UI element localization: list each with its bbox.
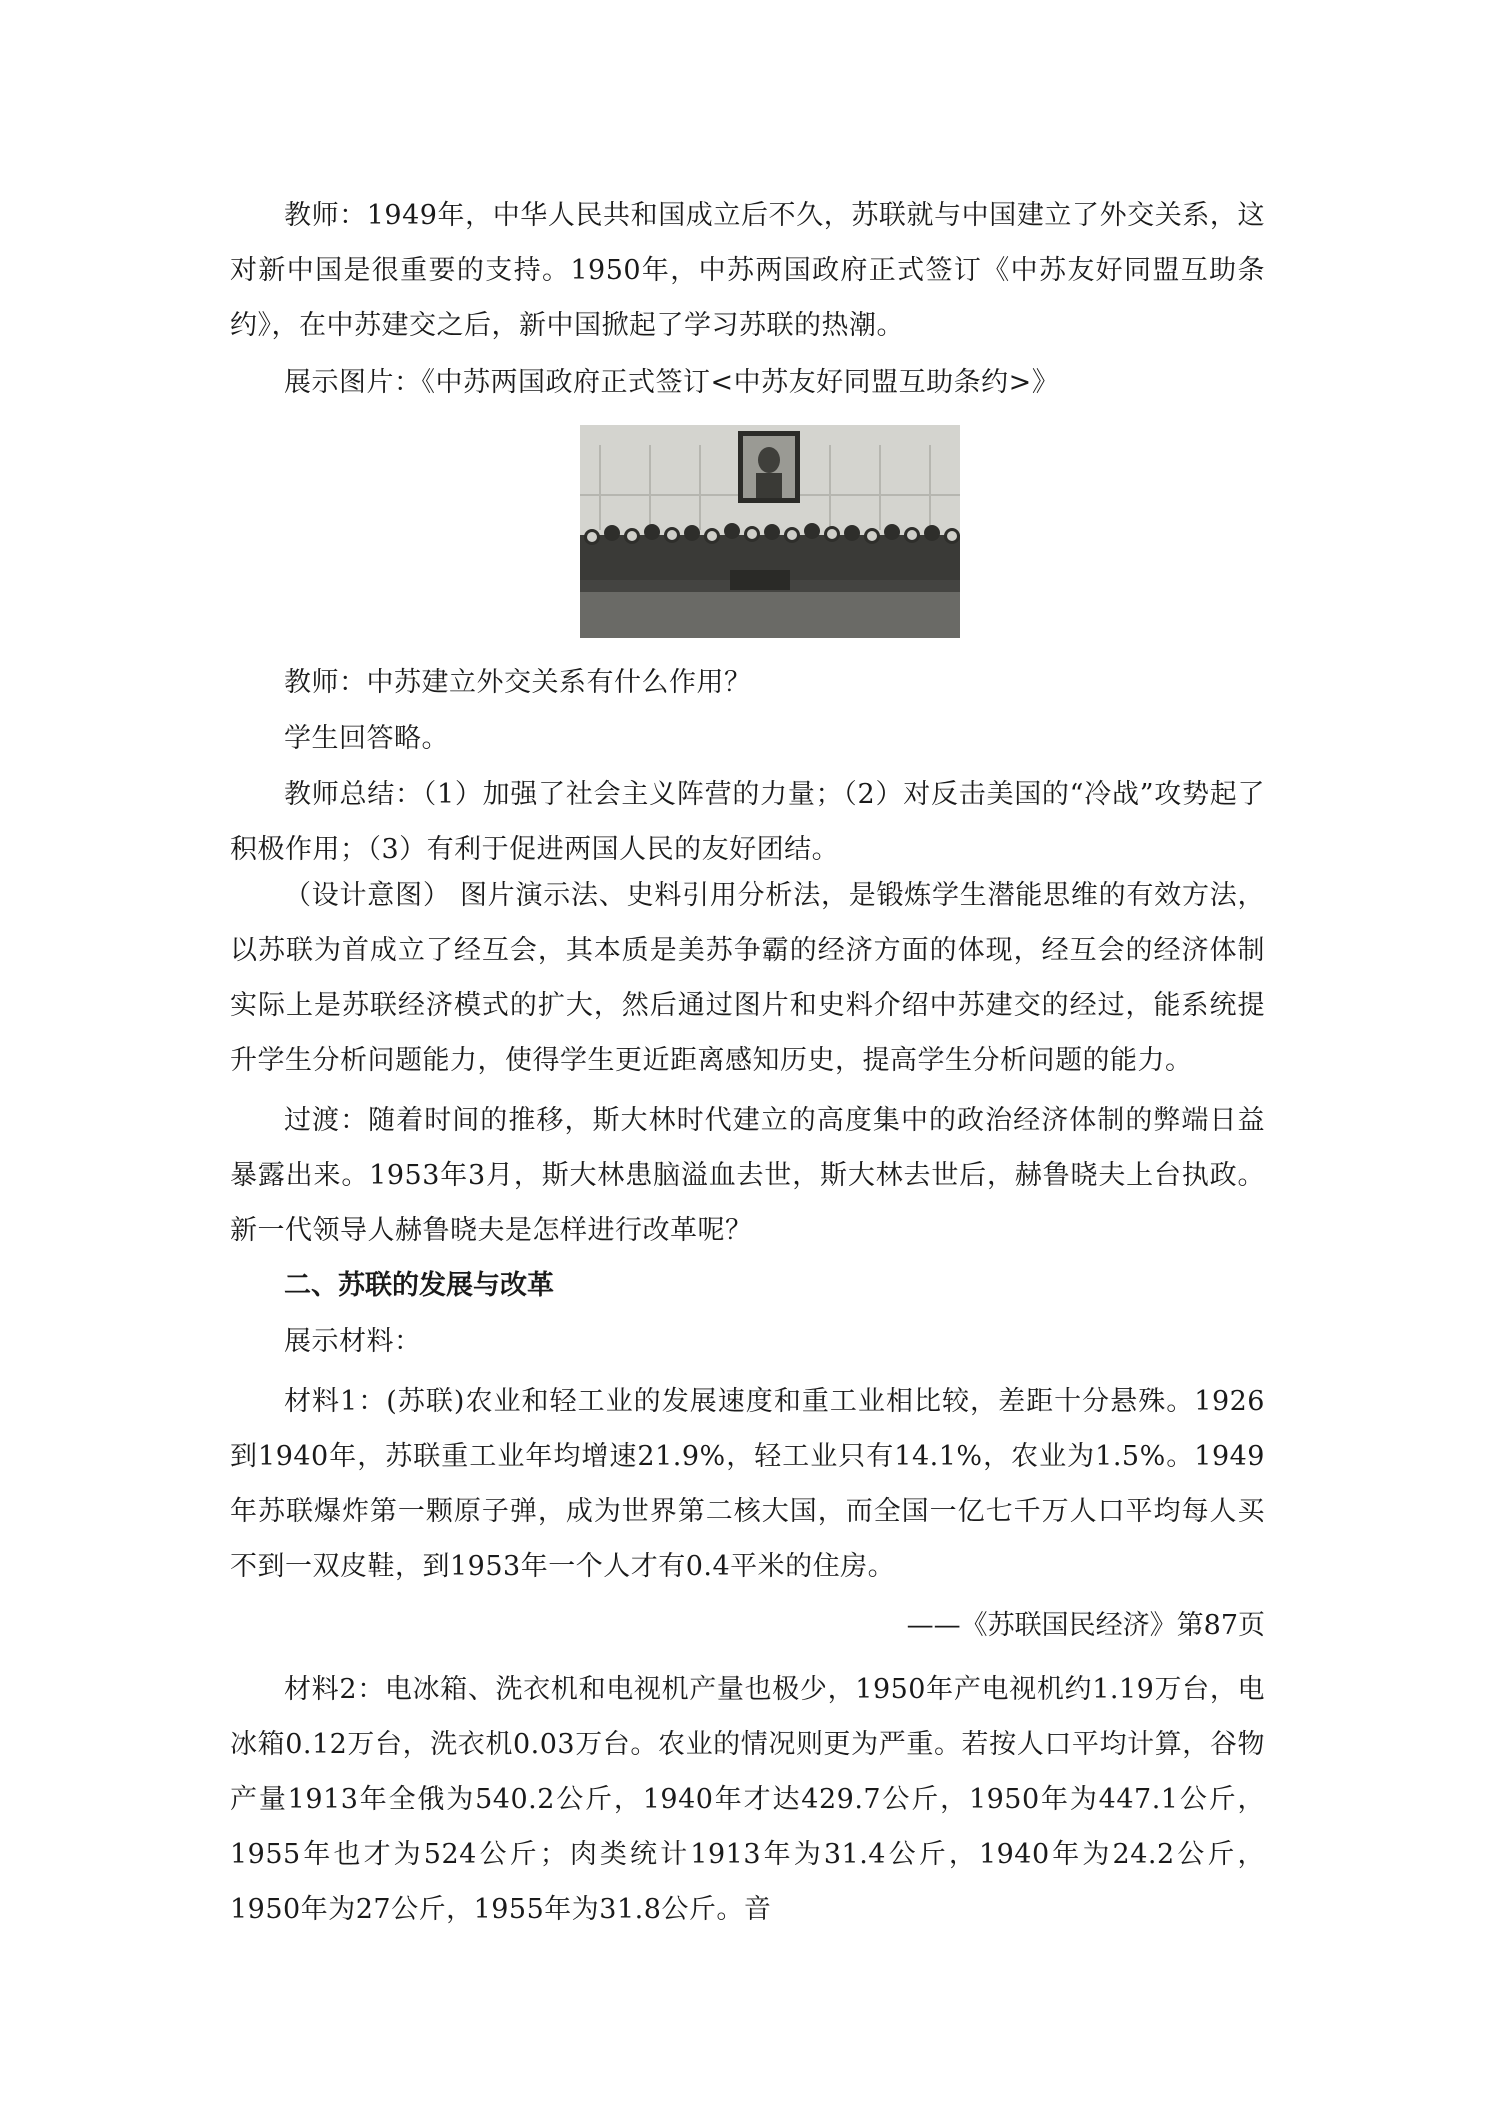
paragraph-student-answer: 学生回答略。	[284, 723, 449, 754]
paragraph-teacher-summary: 教师总结：（1）加强了社会主义阵营的力量；（2）对反击美国的“冷战”攻势起了积极作用；（3）有利于促进两国人民的友好团结。	[230, 779, 1265, 865]
treaty-signing-photo	[580, 425, 960, 638]
paragraph-design-intent: （设计意图） 图片演示法、史料引用分析法，是锻炼学生潜能思维的有效方法，以苏联为首成立了经互会，其本质是美苏争霸的经济方面的体现，经互会的经济体制实际上是苏联经济模式的扩大，然后通过图片和史料介绍中苏建交的经过，能系统提升学生分析问题能力，使得学生更近距离感知历史，提高学生分析问题的能力。	[230, 880, 1265, 1076]
paragraph-material-1: 材料1：(苏联)农业和轻工业的发展速度和重工业相比较，差距十分悬殊。1926到1940年，苏联重工业年均增速21.9%，轻工业只有14.1%，农业为1.5%。1949年苏联爆炸第一颗原子弹，成为世界第二核大国，而全国一亿七千万人口平均每人买不到一双皮鞋，到1953年一个人才有0.4平米的住房。	[230, 1386, 1265, 1582]
section-heading: 二、苏联的发展与改革	[284, 1270, 554, 1301]
paragraph-transition: 过渡：随着时间的推移，斯大林时代建立的高度集中的政治经济体制的弊端日益暴露出来。1953年3月，斯大林患脑溢血去世，斯大林去世后，赫鲁晓夫上台执政。新一代领导人赫鲁晓夫是怎样进行改革呢？	[230, 1105, 1265, 1246]
paragraph-teacher-intro: 教师：1949年，中华人民共和国成立后不久，苏联就与中国建立了外交关系，这对新中国是很重要的支持。1950年，中苏两国政府正式签订《中苏友好同盟互助条约》，在中苏建交之后，新中国掀起了学习苏联的热潮。	[230, 200, 1265, 341]
paragraph-material-2: 材料2：电冰箱、洗衣机和电视机产量也极少，1950年产电视机约1.19万台，电冰箱0.12万台，洗衣机0.03万台。农业的情况则更为严重。若按人口平均计算，谷物产量1913年全俄为540.2公斤，1940年才达429.7公斤，1950年为447.1公斤，1955年也才为524公斤；肉类统计1913年为31.4公斤，1940年为24.2公斤，1950年为27公斤，1955年为31.8公斤。音	[230, 1674, 1265, 1925]
material-1-source: ——《苏联国民经济》第87页	[906, 1610, 1265, 1641]
paragraph-teacher-question: 教师：中苏建立外交关系有什么作用？	[284, 667, 752, 698]
paragraph-show-material: 展示材料：	[284, 1326, 422, 1357]
paragraph-show-image: 展示图片：《中苏两国政府正式签订<中苏友好同盟互助条约>》	[284, 367, 1060, 398]
